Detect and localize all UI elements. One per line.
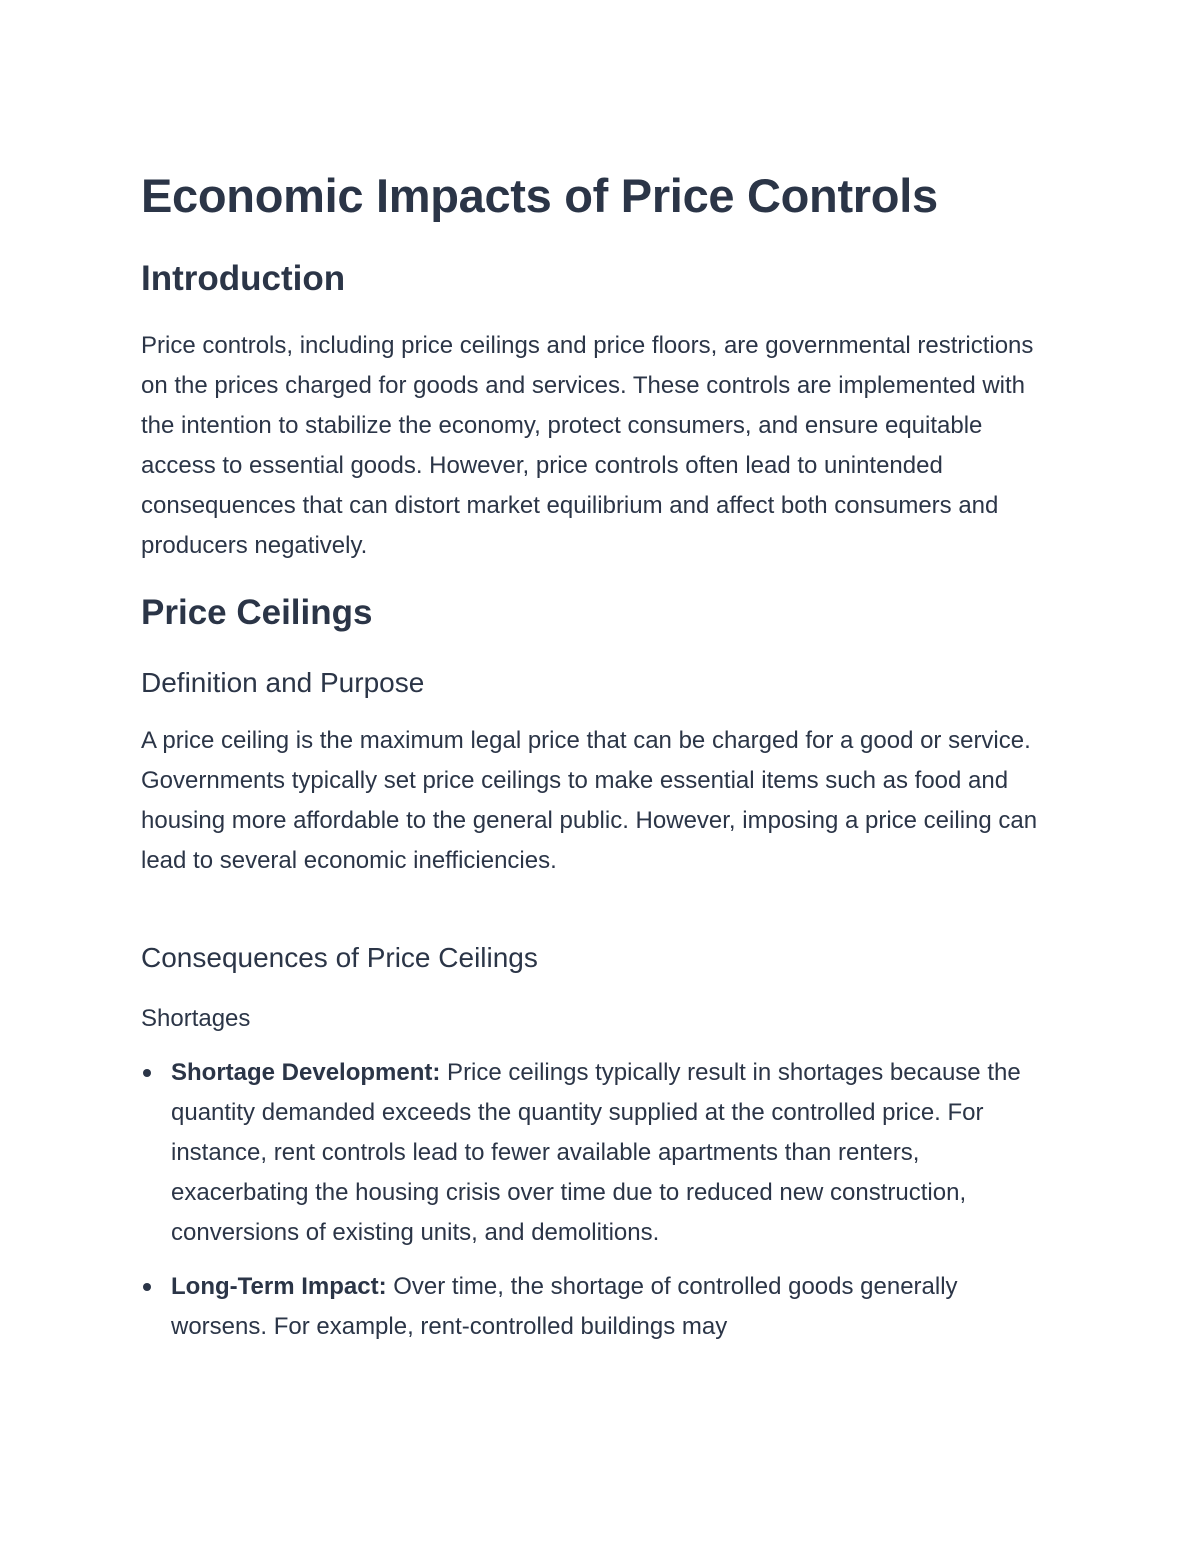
shortages-heading: Shortages bbox=[141, 1005, 251, 1032]
definition-paragraph: A price ceiling is the maximum legal price that can be charged for a good or service. Governments typically set price ceilings to make essential items such as food and housing more affordable to the general public. However, imposing a price ceiling can lead to several economic inefficiencies. bbox=[141, 727, 1038, 874]
shortages-bullet-list bbox=[141, 1053, 1046, 1361]
list-item bbox=[141, 1053, 1046, 1253]
bullet-term: Long-Term Impact: bbox=[171, 1273, 387, 1300]
introduction-heading: Introduction bbox=[141, 259, 346, 298]
bullet-text: Price ceilings typically result in shortages because the quantity demanded exceeds the quantity supplied at the controlled price. For instance, rent controls lead to fewer available apartments than renters, exacerbating the housing crisis over time due to reduced new construction, conversions of existing units, and demolitions. bbox=[171, 1059, 1021, 1246]
document-title: Economic Impacts of Price Controls bbox=[141, 169, 938, 222]
bullet-icon bbox=[143, 1069, 151, 1077]
price-ceilings-heading: Price Ceilings bbox=[141, 593, 373, 632]
bullet-icon bbox=[143, 1283, 151, 1291]
bullet-term: Shortage Development: bbox=[171, 1059, 441, 1086]
introduction-paragraph: Price controls, including price ceilings and price floors, are governmental restrictions on the prices charged for goods and services. These controls are implemented with the intention to stabilize the economy, protect consumers, and ensure equitable access to essential goods. However, price controls often lead to unintended consequences that can distort market equilibrium and affect both consumers and producers negatively. bbox=[141, 332, 1034, 559]
definition-heading: Definition and Purpose bbox=[141, 667, 425, 698]
consequences-heading: Consequences of Price Ceilings bbox=[141, 942, 538, 973]
list-item bbox=[141, 1267, 1046, 1347]
bullet-text: Over time, the shortage of controlled goods generally worsens. For example, rent-controlled buildings may bbox=[171, 1273, 958, 1340]
